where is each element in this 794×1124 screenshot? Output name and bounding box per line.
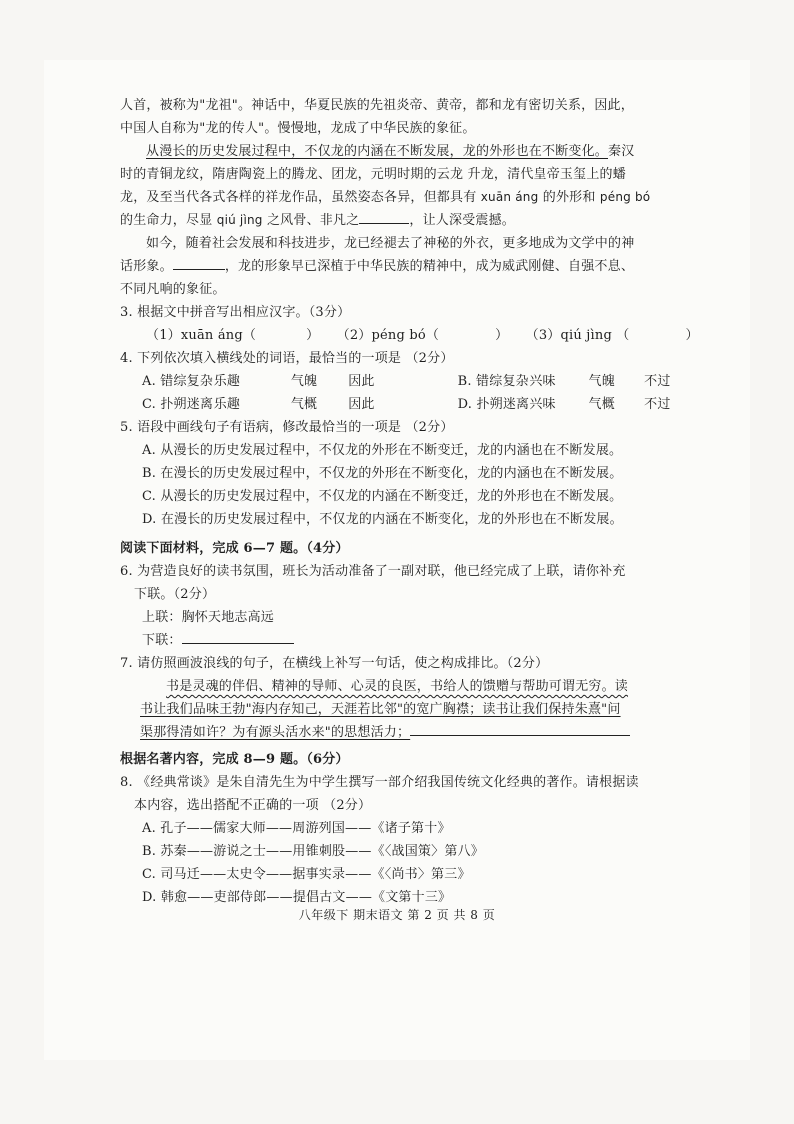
q6-lower-label: 下联： xyxy=(142,633,182,648)
passage-p2-line4-b: 之风骨、非凡之 xyxy=(266,213,360,228)
q4-c-w1: C. 扑朔迷离 xyxy=(142,397,214,412)
section-6-7-heading: 阅读下面材料，完成 6—7 题。（4分） xyxy=(120,541,349,556)
q7-answer-line[interactable] xyxy=(410,721,630,736)
fill-blank-2[interactable] xyxy=(173,255,225,270)
pinyin-xuanang: xuān áng xyxy=(480,190,539,204)
q7-line3 xyxy=(120,721,680,744)
q4-row2 xyxy=(120,393,680,416)
q7-wavy-sentence: 书是灵魂的伴侣、精神的导师、心灵的良医，书给人的馈赠与帮助可谓无穷。读 xyxy=(166,679,629,694)
q4-stem: 4. 下列依次填入横线处的词语，最恰当的一项是 （2分） xyxy=(120,351,454,366)
q4-c-w2: 乐趣 xyxy=(213,397,241,412)
passage-p1-line1: 人首，被称为"龙祖"。神话中，华夏民族的先祖炎帝、黄帝，都和龙有密切关系，因此， xyxy=(120,98,634,113)
passage-p3-line1: 如今，随着社会发展和科技进步，龙已经褪去了神秘的外衣，更多地成为文学中的神 xyxy=(146,236,635,251)
q3-close-2: ） xyxy=(495,328,509,343)
q5-option-a: A. 从漫长的历史发展过程中，不仅龙的外形在不断变迁，龙的内涵也在不断发展。 xyxy=(142,443,623,458)
passage-p2-line4 xyxy=(120,209,680,232)
q6-stem-2: 下联。（2分） xyxy=(134,587,216,602)
q4-a-w3: 气魄 xyxy=(290,374,318,389)
passage-p2-line4-a: 的生命力，尽显 xyxy=(120,213,213,228)
q8-option-c: C. 司马迁——太史令——据事实录——《〈尚书〉第三》 xyxy=(142,867,471,882)
q4-d-w1: D. 扑朔迷离 xyxy=(457,397,530,412)
q5-option-d: D. 在漫长的历史发展过程中，不仅龙的内涵在不断变化，龙的外形也在不断发展。 xyxy=(142,512,623,527)
q4-a-w2: 乐趣 xyxy=(213,374,241,389)
page-content xyxy=(120,94,699,909)
q6-lower-couplet xyxy=(120,629,680,652)
q4-b-w3: 气魄 xyxy=(588,374,615,389)
q4-b-w1: B. 错综复杂 xyxy=(457,374,529,389)
q4-c-w3: 气概 xyxy=(290,397,318,412)
pinyin-qiujing: qiú jìng xyxy=(216,213,263,227)
passage-p3-line2-a: 话形象。 xyxy=(120,259,173,274)
fill-blank-1[interactable] xyxy=(359,209,409,224)
passage-p3-line2-b: ，龙的形象早已深植于中华民族的精神中，成为威武刚健、自强不息、 xyxy=(224,259,635,274)
q7-stem: 7. 请仿照画波浪线的句子，在横线上补写一句话，使之构成排比。（2分） xyxy=(120,656,549,671)
pinyin-pengbo: péng bó xyxy=(599,190,651,204)
q3-item2: （2）péng bó（ xyxy=(336,328,440,343)
q6-upper-text: 胸怀天地志高远 xyxy=(181,610,275,625)
passage-p1-line2: 中国人自称为"龙的传人"。慢慢地，龙成了中华民族的象征。 xyxy=(120,121,476,136)
q3-close-1: ） xyxy=(306,328,320,343)
q4-a-w1: A. 错综复杂 xyxy=(142,374,214,389)
section-8-9-heading: 根据名著内容，完成 8—9 题。（6分） xyxy=(120,752,349,767)
passage-p2-line1 xyxy=(120,140,680,163)
q6-upper-label: 上联： xyxy=(142,610,182,625)
passage-p2-line2: 时的青铜龙纹，隋唐陶瓷上的腾龙、团龙，元明时期的云龙 升龙，清代皇帝玉玺上的蟠 xyxy=(120,167,626,182)
page-footer: 八年级下 期末语文 第 2 页 共 8 页 xyxy=(298,908,496,922)
q4-d-w4: 不过 xyxy=(644,397,671,412)
q4-a-w4: 因此 xyxy=(348,374,375,389)
q4-b-w4: 不过 xyxy=(644,374,671,389)
passage-p3-line2 xyxy=(120,255,680,278)
q6-stem-1: 6. 为营造良好的读书氛围，班长为活动准备了一副对联，他已经完成了上联，请你补充 xyxy=(120,564,626,579)
q7-line1 xyxy=(120,675,680,698)
q5-stem: 5. 语段中画线句子有语病，修改最恰当的一项是 （2分） xyxy=(120,420,454,435)
q3-items xyxy=(120,324,699,347)
q3-close-3: ） xyxy=(685,328,699,343)
passage-p2-line3-b: 的外形和 xyxy=(542,190,596,205)
q6-lower-answer-line[interactable] xyxy=(182,629,294,644)
q8-option-a: A. 孔子——儒家大师——周游列国——《诸子第十》 xyxy=(142,821,451,836)
q8-stem-1: 8. 《经典常谈》是朱自清先生为中学生撰写一部介绍我国传统文化经典的著作。请根据读 xyxy=(120,775,639,790)
q7-line2-text: 书让我们品味王勃"海内存知己，天涯若比邻"的宽广胸襟；读书让我们保持朱熹"问 xyxy=(140,702,621,717)
q3-stem: 3. 根据文中拼音写出相应汉字。（3分） xyxy=(120,305,351,320)
q7-line3-text: 渠那得清如许？为有源头活水来"的思想活力； xyxy=(140,725,411,740)
q8-option-d: D. 韩愈——吏部侍郎——提倡古文——《文第十三》 xyxy=(142,890,452,905)
q7-line2 xyxy=(120,698,680,721)
q4-d-w2: 兴味 xyxy=(529,397,556,412)
passage-p3-line3: 不同凡响的象征。 xyxy=(120,282,226,297)
q4-b-w2: 兴味 xyxy=(529,374,556,389)
passage-p2-line1-end: 秦汉 xyxy=(608,144,635,159)
q4-d-w3: 气概 xyxy=(588,397,615,412)
q5-option-c: C. 从漫长的历史发展过程中，不仅龙的内涵在不断变迁，龙的外形也在不断发展。 xyxy=(142,489,623,504)
passage-p2-line3 xyxy=(120,186,680,209)
q3-item1: （1）xuān áng（ xyxy=(146,328,257,343)
q4-row1 xyxy=(120,370,680,393)
q3-item3: （3）qiú jìng （ xyxy=(525,328,630,343)
q5-option-b: B. 在漫长的历史发展过程中，不仅龙的外形在不断变化，龙的内涵也在不断发展。 xyxy=(142,466,623,481)
q8-option-b: B. 苏秦——游说之士——用锥刺股——《〈战国策〉第八》 xyxy=(142,844,484,859)
q8-stem-2: 本内容，选出搭配不正确的一项 （2分） xyxy=(134,798,372,813)
passage-p2-line3-a: 龙，及至当代各式各样的祥龙作品，虽然姿态各异，但都具有 xyxy=(120,190,477,205)
q4-c-w4: 因此 xyxy=(348,397,375,412)
q6-upper-couplet xyxy=(120,606,680,629)
underlined-sentence: 从漫长的历史发展过程中，不仅龙的内涵在不断发展，龙的外形也在不断变化。 xyxy=(146,144,609,159)
passage-p2-line4-c: ，让人深受震撼。 xyxy=(409,213,515,228)
